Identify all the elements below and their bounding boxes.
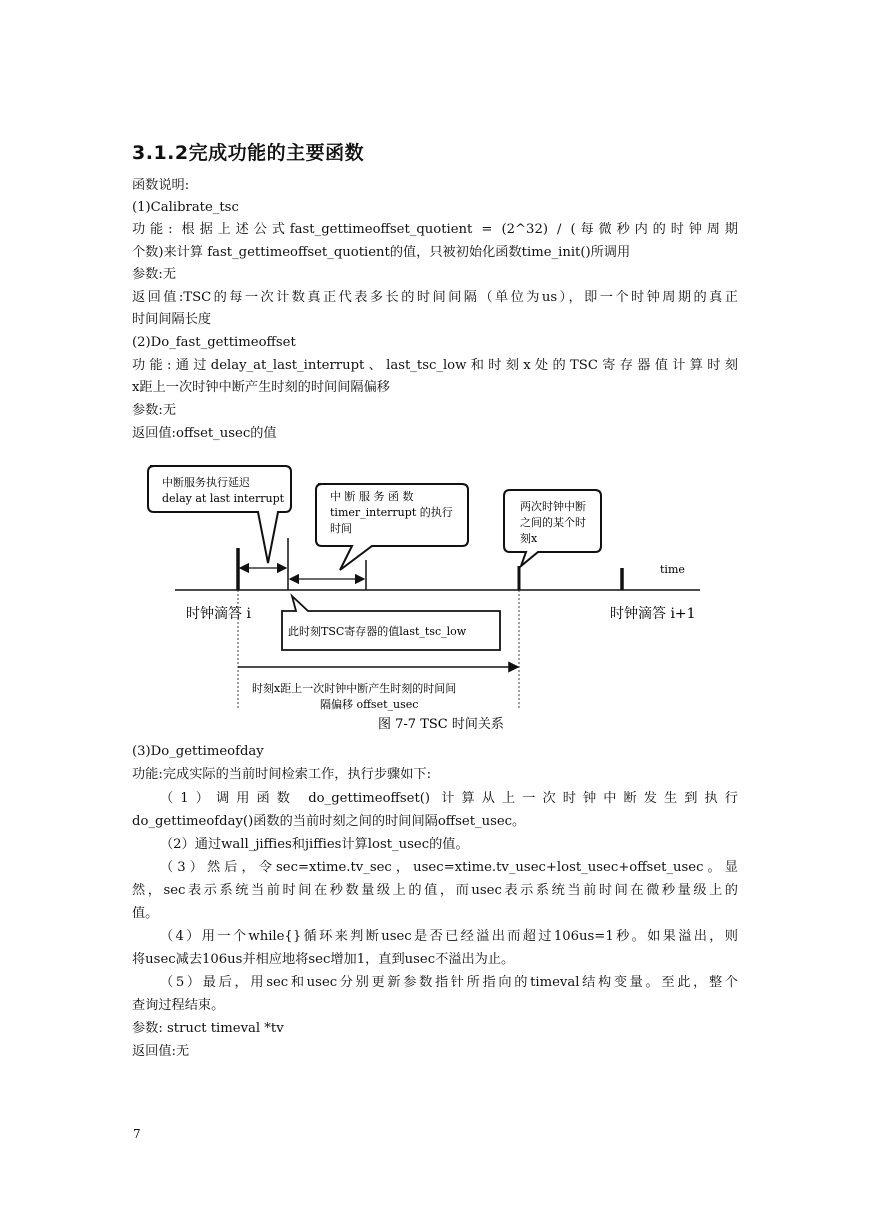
callout-left-line2: delay at last interrupt bbox=[162, 492, 285, 505]
time-axis-label: time bbox=[660, 563, 685, 576]
callout-middle-line1: 中 断 服 务 函 数 bbox=[330, 490, 414, 503]
text-line: 返回值:offset_usec的值 bbox=[132, 426, 277, 441]
text-line: （5）最后，用sec和usec分别更新参数指针所指向的timeval结构变量。至此，整个 bbox=[160, 975, 738, 990]
tick-i-label: 时钟滴答 i bbox=[186, 606, 251, 622]
text-line: (3)Do_gettimeofday bbox=[132, 744, 264, 759]
text-line: 返回值:TSC的每一次计数真正代表多长的时间间隔（单位为us），即一个时钟周期的真正 bbox=[132, 290, 738, 305]
text-line: do_gettimeofday()函数的当前时刻之间的时间间隔offset_usec。 bbox=[132, 814, 526, 829]
callout-right-line3: 刻x bbox=[520, 532, 538, 545]
text-line: 返回值:无 bbox=[132, 1044, 190, 1059]
figure-caption: 图 7-7 TSC 时间关系 bbox=[378, 717, 504, 732]
text-line: (2)Do_fast_gettimeoffset bbox=[132, 335, 296, 350]
text-line: 参数: struct timeval *tv bbox=[132, 1021, 284, 1036]
tsc-timing-figure bbox=[140, 460, 720, 740]
offset-label-line2: 隔偏移 offset_usec bbox=[320, 698, 419, 711]
text-line: 功能:通过delay_at_last_interrupt、last_tsc_low和时刻x处的TSC寄存器值计算时刻 bbox=[132, 358, 738, 373]
text-line: 个数)来计算 fast_gettimeoffset_quotient的值，只被初始化函数time_init()所调用 bbox=[132, 245, 631, 260]
text-line: 值。 bbox=[132, 906, 159, 921]
text-line: 参数:无 bbox=[132, 403, 177, 418]
text-line: （3）然后，令sec=xtime.tv_sec，usec=xtime.tv_usec+lost_usec+offset_usec。显 bbox=[160, 860, 738, 875]
callout-middle-line3: 时间 bbox=[330, 522, 352, 535]
text-line: (1)Calibrate_tsc bbox=[132, 200, 239, 215]
offset-label-line1: 时刻x距上一次时钟中断产生时刻的时间间 bbox=[252, 682, 457, 695]
text-line: 然，sec表示系统当前时间在秒数量级上的值，而usec表示系统当前时间在微秒量级上的 bbox=[132, 883, 738, 898]
tsc-box-label: 此时刻TSC寄存器的值last_tsc_low bbox=[288, 625, 467, 638]
callout-left-line1: 中断服务执行延迟 bbox=[162, 476, 250, 489]
callout-middle-line2: timer_interrupt 的执行 bbox=[330, 506, 453, 519]
tick-i1-label: 时钟滴答 i+1 bbox=[610, 606, 696, 622]
text-line: x距上一次时钟中断产生时刻的时间间隔偏移 bbox=[132, 380, 390, 395]
text-line: 功能:完成实际的当前时间检索工作，执行步骤如下: bbox=[132, 767, 432, 782]
text-line: （1）调用函数 do_gettimeoffset() 计算从上一次时钟中断发生到执行 bbox=[160, 791, 738, 806]
section-heading: 3.1.2完成功能的主要函数 bbox=[132, 142, 365, 164]
text-line: （2）通过wall_jiffies和jiffies计算lost_usec的值。 bbox=[160, 837, 469, 852]
page-number: 7 bbox=[133, 1127, 141, 1141]
callout-right-line1: 两次时钟中断 bbox=[520, 500, 586, 513]
tsc-box bbox=[282, 596, 500, 650]
text-line: 功能: 根据上述公式fast_gettimeoffset_quotient = (2^32) / (每微秒内的时钟周期 bbox=[132, 222, 738, 237]
text-line: （4）用一个while{}循环来判断usec是否已经溢出而超过106us=1秒。如果溢出，则 bbox=[160, 929, 738, 944]
callout-right-line2: 之间的某个时 bbox=[520, 516, 586, 529]
text-line: 查询过程结束。 bbox=[132, 998, 225, 1013]
text-line: 时间间隔长度 bbox=[132, 312, 212, 327]
text-line: 将usec减去106us并相应地将sec增加1，直到usec不溢出为止。 bbox=[132, 952, 515, 967]
text-line: 参数:无 bbox=[132, 267, 177, 282]
text-line: 函数说明: bbox=[132, 178, 190, 193]
